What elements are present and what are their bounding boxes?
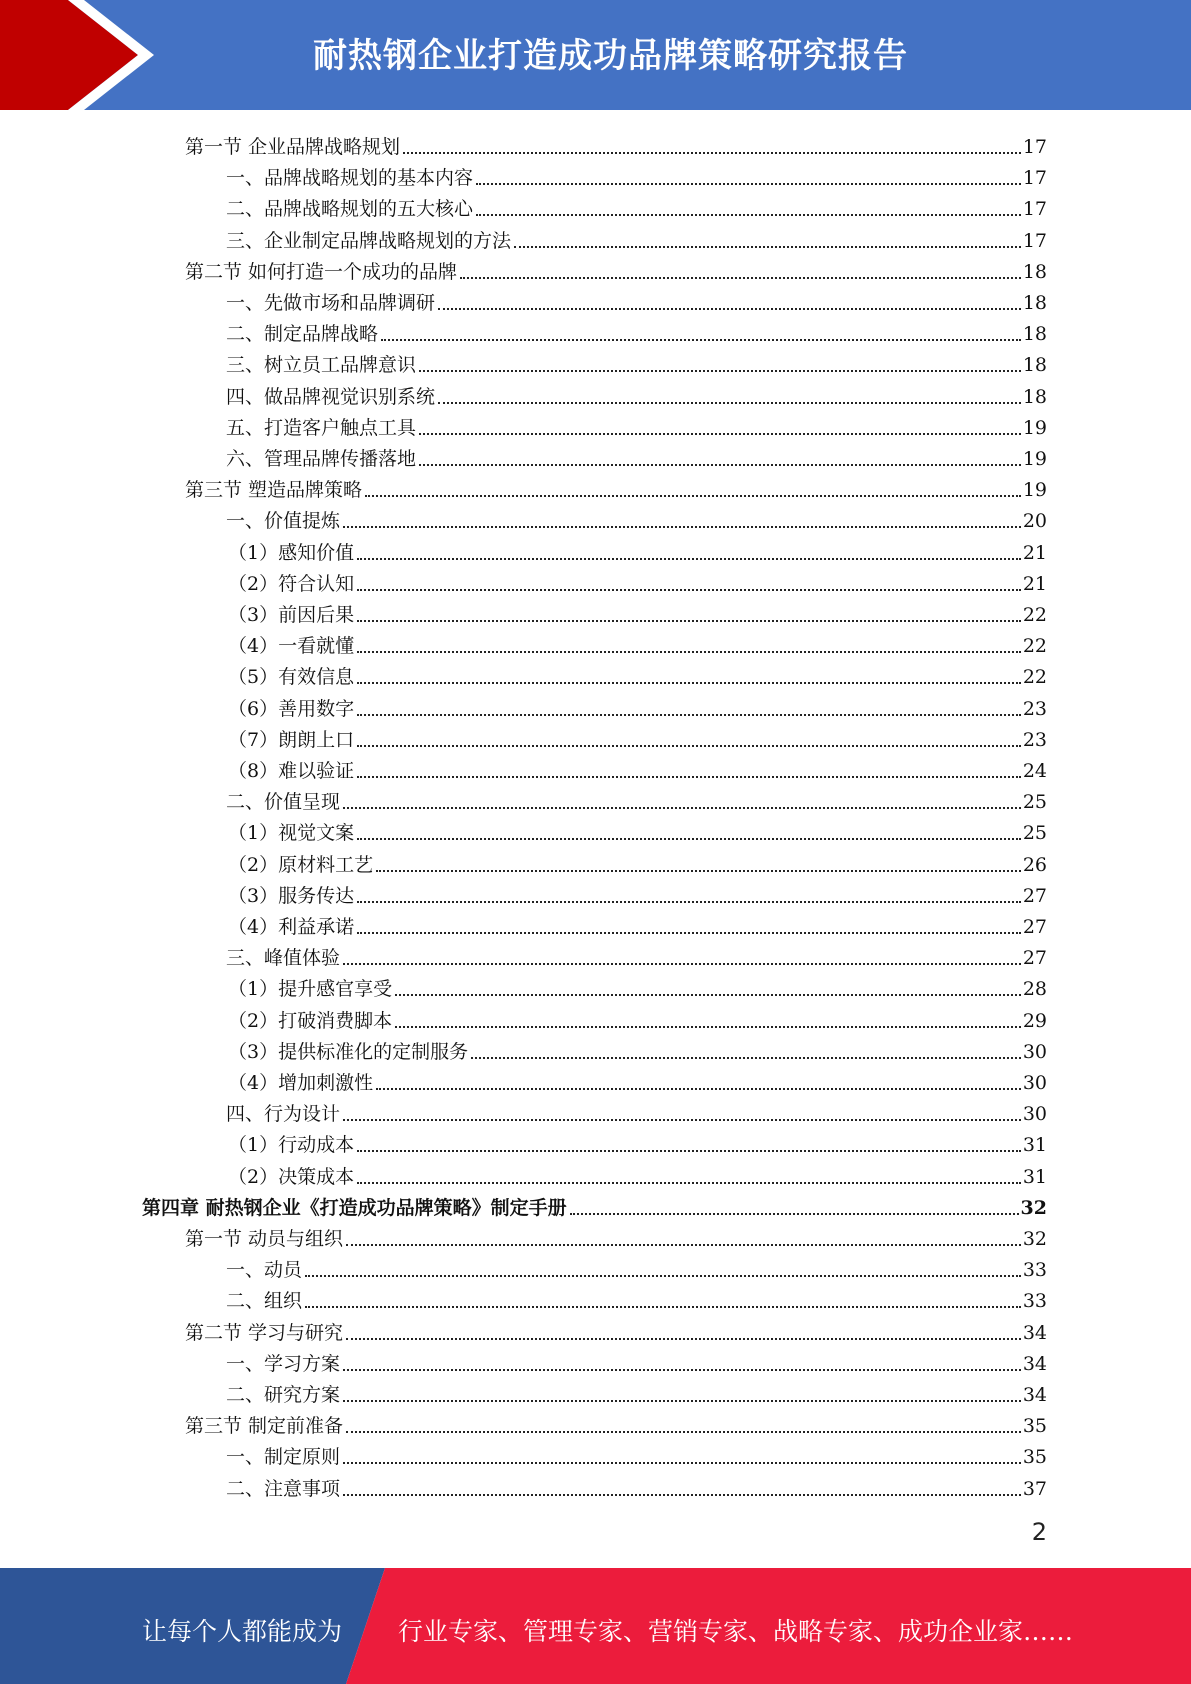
toc-entry-title: （3）服务传达 xyxy=(228,885,355,907)
toc-entry-title: （4）增加刺激性 xyxy=(228,1072,374,1094)
toc-dot-leader xyxy=(343,1494,1021,1496)
toc-entry-page: 24 xyxy=(1022,760,1047,782)
toc-entry-title: 四、做品牌视觉识别系统 xyxy=(226,386,436,408)
toc-entry-page: 25 xyxy=(1022,791,1047,813)
toc-entry[interactable] xyxy=(226,502,1047,533)
toc-entry-title: （3）前因后果 xyxy=(228,604,355,626)
toc-entry[interactable] xyxy=(185,471,1047,502)
toc-entry-title: （6）善用数字 xyxy=(228,698,355,720)
toc-entry-title: 一、学习方案 xyxy=(226,1353,341,1375)
toc-entry[interactable] xyxy=(226,1095,1047,1126)
toc-dot-leader xyxy=(357,589,1021,591)
toc-entry-title: 第一节 动员与组织 xyxy=(185,1228,344,1250)
footer-slogan-left: 让每个人都能成为 xyxy=(142,1617,343,1646)
toc-entry-title: 第二节 学习与研究 xyxy=(185,1322,344,1344)
toc-entry-title: 三、峰值体验 xyxy=(226,947,341,969)
toc-entry[interactable] xyxy=(228,877,1047,908)
toc-entry-page: 18 xyxy=(1022,386,1047,408)
toc-entry[interactable] xyxy=(228,846,1047,877)
toc-entry-title: （2）原材料工艺 xyxy=(228,854,374,876)
toc-entry-title: 二、品牌战略规划的五大核心 xyxy=(226,198,474,220)
toc-entry-page: 35 xyxy=(1022,1415,1047,1437)
toc-dot-leader xyxy=(343,1119,1021,1121)
toc-entry-title: 一、品牌战略规划的基本内容 xyxy=(226,167,474,189)
toc-entry-title: （2）打破消费脚本 xyxy=(228,1010,393,1032)
toc-dot-leader xyxy=(460,277,1021,279)
toc-entry-title: 一、价值提炼 xyxy=(226,510,341,532)
toc-entry-page: 33 xyxy=(1022,1290,1047,1312)
toc-entry[interactable] xyxy=(228,1064,1047,1095)
toc-entry-page: 23 xyxy=(1022,729,1047,751)
toc-entry-title: （1）提升感官享受 xyxy=(228,978,393,1000)
toc-entry-title: （1）感知价值 xyxy=(228,542,355,564)
toc-entry-page: 30 xyxy=(1022,1041,1047,1063)
page-header xyxy=(0,0,1191,110)
toc-entry-page: 27 xyxy=(1022,916,1047,938)
toc-entry-title: 一、先做市场和品牌调研 xyxy=(226,292,436,314)
toc-dot-leader xyxy=(346,1431,1021,1433)
toc-dot-leader xyxy=(357,682,1021,684)
report-title: 耐热钢企业打造成功品牌策略研究报告 xyxy=(313,36,908,76)
toc-entry-page: 17 xyxy=(1022,136,1047,158)
page-number: 2 xyxy=(1031,1518,1047,1546)
toc-entry-page: 17 xyxy=(1022,230,1047,252)
toc-dot-leader xyxy=(343,807,1021,809)
toc-entry[interactable] xyxy=(226,159,1047,190)
toc-entry-page: 25 xyxy=(1022,822,1047,844)
toc-entry[interactable] xyxy=(228,690,1047,721)
toc-dot-leader xyxy=(476,214,1021,216)
toc-entry-title: （1）行动成本 xyxy=(228,1134,355,1156)
toc-entry-title: （5）有效信息 xyxy=(228,666,355,688)
toc-entry[interactable] xyxy=(185,1220,1047,1251)
toc-entry-page: 18 xyxy=(1022,354,1047,376)
toc-entry[interactable] xyxy=(228,752,1047,783)
toc-entry[interactable] xyxy=(226,315,1047,346)
toc-entry[interactable] xyxy=(185,1407,1047,1438)
toc-dot-leader xyxy=(357,558,1021,560)
toc-entry[interactable] xyxy=(228,814,1047,845)
toc-entry[interactable] xyxy=(185,253,1047,284)
toc-entry-page: 18 xyxy=(1022,292,1047,314)
toc-dot-leader xyxy=(357,932,1021,934)
toc-dot-leader xyxy=(514,246,1021,248)
toc-dot-leader xyxy=(403,152,1021,154)
toc-entry-page: 21 xyxy=(1022,542,1047,564)
toc-entry-page: 29 xyxy=(1022,1010,1047,1032)
toc-entry-title: 二、制定品牌战略 xyxy=(226,323,379,345)
toc-dot-leader xyxy=(570,1213,1019,1215)
toc-dot-leader xyxy=(476,183,1021,185)
toc-entry-page: 27 xyxy=(1022,947,1047,969)
toc-entry-page: 28 xyxy=(1022,978,1047,1000)
page-footer xyxy=(0,1568,1191,1684)
toc-dot-leader xyxy=(357,745,1021,747)
toc-entry[interactable] xyxy=(226,1470,1047,1501)
toc-entry-title: 五、打造客户触点工具 xyxy=(226,417,417,439)
toc-entry[interactable] xyxy=(142,1189,1047,1220)
toc-entry-title: （2）符合认知 xyxy=(228,573,355,595)
toc-entry-title: 第一节 企业品牌战略规划 xyxy=(185,136,401,158)
toc-dot-leader xyxy=(419,464,1021,466)
toc-entry-title: 一、制定原则 xyxy=(226,1446,341,1468)
toc-entry[interactable] xyxy=(228,970,1047,1001)
toc-entry-page: 21 xyxy=(1022,573,1047,595)
toc-entry-title: （3）提供标准化的定制服务 xyxy=(228,1041,469,1063)
toc-entry-page: 34 xyxy=(1022,1322,1047,1344)
toc-dot-leader xyxy=(346,1338,1021,1340)
toc-entry[interactable] xyxy=(226,409,1047,440)
toc-entry-page: 17 xyxy=(1022,198,1047,220)
toc-entry-page: 22 xyxy=(1022,635,1047,657)
toc-entry-page: 22 xyxy=(1022,604,1047,626)
toc-entry[interactable] xyxy=(226,440,1047,471)
toc-entry-page: 34 xyxy=(1022,1384,1047,1406)
toc-dot-leader xyxy=(357,651,1021,653)
toc-entry-title: （1）视觉文案 xyxy=(228,822,355,844)
toc-entry-title: 四、行为设计 xyxy=(226,1103,341,1125)
toc-entry[interactable] xyxy=(226,1438,1047,1469)
toc-entry[interactable] xyxy=(228,596,1047,627)
toc-entry[interactable] xyxy=(228,658,1047,689)
toc-entry[interactable] xyxy=(226,222,1047,253)
toc-dot-leader xyxy=(357,1182,1021,1184)
toc-dot-leader xyxy=(471,1057,1021,1059)
toc-dot-leader xyxy=(343,1400,1021,1402)
toc-dot-leader xyxy=(365,495,1021,497)
toc-dot-leader xyxy=(395,1026,1021,1028)
toc-entry-page: 19 xyxy=(1022,448,1047,470)
toc-entry-page: 31 xyxy=(1022,1134,1047,1156)
toc-dot-leader xyxy=(376,1088,1021,1090)
toc-entry-title: 二、注意事项 xyxy=(226,1478,341,1500)
toc-entry[interactable] xyxy=(228,908,1047,939)
toc-dot-leader xyxy=(419,433,1021,435)
toc-entry-title: （4）利益承诺 xyxy=(228,916,355,938)
toc-entry-page: 19 xyxy=(1022,479,1047,501)
toc-entry[interactable] xyxy=(226,284,1047,315)
toc-entry-page: 26 xyxy=(1022,854,1047,876)
toc-entry[interactable] xyxy=(226,1376,1047,1407)
toc-entry-title: 第二节 如何打造一个成功的品牌 xyxy=(185,261,458,283)
toc-entry-title: （7）朗朗上口 xyxy=(228,729,355,751)
toc-dot-leader xyxy=(357,838,1021,840)
toc-entry[interactable] xyxy=(226,783,1047,814)
toc-entry-page: 31 xyxy=(1022,1166,1047,1188)
toc-entry-page: 33 xyxy=(1022,1259,1047,1281)
toc-dot-leader xyxy=(419,370,1021,372)
toc-entry-title: （2）决策成本 xyxy=(228,1166,355,1188)
toc-entry-page: 34 xyxy=(1022,1353,1047,1375)
toc-entry-title: 二、价值呈现 xyxy=(226,791,341,813)
toc-entry-title: 第三节 塑造品牌策略 xyxy=(185,479,363,501)
toc-dot-leader xyxy=(305,1275,1021,1277)
toc-entry[interactable] xyxy=(228,1158,1047,1189)
toc-entry-title: 三、树立员工品牌意识 xyxy=(226,354,417,376)
toc-dot-leader xyxy=(343,526,1021,528)
toc-entry-title: 二、研究方案 xyxy=(226,1384,341,1406)
toc-entry[interactable] xyxy=(228,565,1047,596)
toc-dot-leader xyxy=(357,776,1021,778)
toc-entry-page: 30 xyxy=(1022,1103,1047,1125)
toc-entry[interactable] xyxy=(226,939,1047,970)
toc-entry-page: 17 xyxy=(1022,167,1047,189)
toc-entry[interactable] xyxy=(185,1314,1047,1345)
toc-dot-leader xyxy=(343,1462,1021,1464)
toc-dot-leader xyxy=(357,714,1021,716)
toc-dot-leader xyxy=(346,1244,1021,1246)
toc-entry-page: 18 xyxy=(1022,261,1047,283)
toc-entry[interactable] xyxy=(228,721,1047,752)
toc-entry[interactable] xyxy=(228,1002,1047,1033)
toc-dot-leader xyxy=(376,870,1021,872)
toc-entry-title: 一、动员 xyxy=(226,1259,303,1281)
footer-slogan-right: 行业专家、管理专家、营销专家、战略专家、成功企业家…… xyxy=(398,1617,1074,1646)
toc-entry-title: 三、企业制定品牌战略规划的方法 xyxy=(226,230,512,252)
toc-dot-leader xyxy=(343,1369,1021,1371)
toc-entry-page: 32 xyxy=(1022,1228,1047,1250)
toc-entry[interactable] xyxy=(185,128,1047,159)
toc-entry-title: 第三节 制定前准备 xyxy=(185,1415,344,1437)
toc-entry[interactable] xyxy=(226,1345,1047,1376)
toc-entry-page: 23 xyxy=(1022,698,1047,720)
toc-entry[interactable] xyxy=(228,627,1047,658)
toc-dot-leader xyxy=(381,339,1021,341)
toc-entry[interactable] xyxy=(226,1282,1047,1313)
toc-entry-title: 第四章 耐热钢企业《打造成功品牌策略》制定手册 xyxy=(142,1197,567,1219)
toc-entry[interactable] xyxy=(226,190,1047,221)
toc-entry-page: 30 xyxy=(1022,1072,1047,1094)
toc-entry-title: 二、组织 xyxy=(226,1290,303,1312)
toc-entry[interactable] xyxy=(226,1251,1047,1282)
toc-entry[interactable] xyxy=(228,1033,1047,1064)
toc-dot-leader xyxy=(395,994,1021,996)
toc-entry-page: 32 xyxy=(1020,1197,1047,1219)
toc-entry-page: 19 xyxy=(1022,417,1047,439)
toc-dot-leader xyxy=(357,1150,1021,1152)
toc-entry-page: 37 xyxy=(1022,1478,1047,1500)
toc-entry[interactable] xyxy=(228,534,1047,565)
toc-entry-page: 27 xyxy=(1022,885,1047,907)
toc-entry[interactable] xyxy=(226,378,1047,409)
toc-entry-page: 22 xyxy=(1022,666,1047,688)
toc-entry-page: 20 xyxy=(1022,510,1047,532)
toc-dot-leader xyxy=(438,402,1021,404)
toc-entry-title: 六、管理品牌传播落地 xyxy=(226,448,417,470)
toc-dot-leader xyxy=(357,620,1021,622)
toc-entry[interactable] xyxy=(226,346,1047,377)
toc-entry-page: 18 xyxy=(1022,323,1047,345)
toc-entry[interactable] xyxy=(228,1126,1047,1157)
toc-entry-page: 35 xyxy=(1022,1446,1047,1468)
toc-dot-leader xyxy=(343,963,1021,965)
toc-dot-leader xyxy=(438,308,1021,310)
toc-entry-title: （8）难以验证 xyxy=(228,760,355,782)
toc-entry-title: （4）一看就懂 xyxy=(228,635,355,657)
toc-dot-leader xyxy=(305,1306,1021,1308)
toc-dot-leader xyxy=(357,901,1021,903)
